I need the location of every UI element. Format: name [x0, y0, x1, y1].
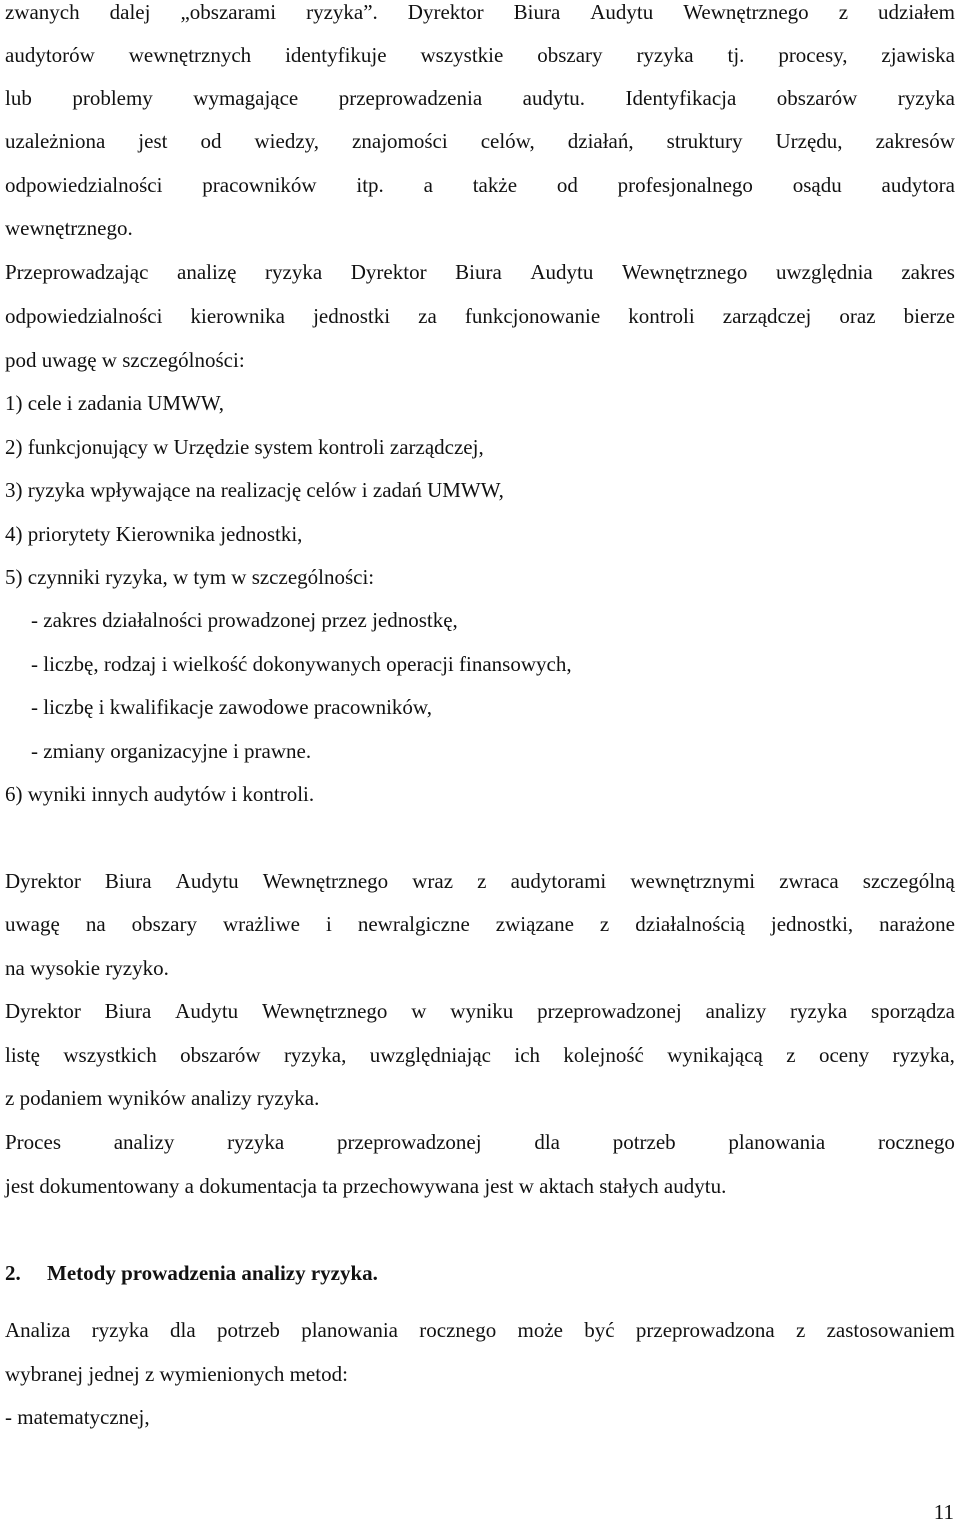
word: wszystkich: [63, 1043, 157, 1067]
word: Identyfikacja: [625, 86, 737, 110]
word: narażone: [879, 912, 955, 936]
word: wraz: [412, 869, 454, 893]
word: związane: [495, 912, 574, 936]
word: szczególną: [862, 869, 955, 893]
word: udziałem: [878, 0, 955, 24]
word: a: [423, 173, 433, 197]
list-item: 6) wyniki innych audytów i kontroli.: [5, 782, 315, 806]
list-item: 2) funkcjonujący w Urzędzie system kontroli zarządczej,: [5, 435, 484, 459]
para1-line-4: [5, 129, 955, 153]
word: ryzyka: [91, 1318, 149, 1342]
word: ryzyka”.: [306, 0, 378, 24]
word: jest: [138, 129, 168, 153]
para2-line-1: [5, 260, 955, 284]
word: potrzeb: [612, 1130, 676, 1154]
word: dla: [534, 1130, 560, 1154]
word: problemy: [72, 86, 153, 110]
word: uwzględniając: [369, 1043, 491, 1067]
word: od: [556, 173, 578, 197]
word: jednostki,: [770, 912, 854, 936]
word: obszary: [131, 912, 197, 936]
word: listę: [5, 1043, 40, 1067]
word: Analiza: [5, 1318, 71, 1342]
word: Dyrektor: [350, 260, 427, 284]
word: Dyrektor: [5, 869, 81, 893]
word: oraz: [839, 304, 876, 328]
word: audytorami: [510, 869, 607, 893]
word: newralgiczne: [357, 912, 470, 936]
word: zastosowaniem: [826, 1318, 955, 1342]
word: tj.: [727, 43, 745, 67]
para2-line-3: pod uwagę w szczególności:: [5, 348, 245, 372]
word: Audytu: [590, 0, 654, 24]
word: z: [599, 912, 610, 936]
word: Wewnętrznego: [262, 869, 389, 893]
list-item: 5) czynniki ryzyka, w tym w szczególności:: [5, 565, 375, 589]
word: Audytu: [175, 869, 239, 893]
word: działalnością: [635, 912, 745, 936]
word: ryzyka: [790, 999, 848, 1023]
word: ryzyka: [265, 260, 323, 284]
section-heading-title: Metody prowadzenia analizy ryzyka.: [47, 1261, 378, 1285]
sublist-item: - liczbę, rodzaj i wielkość dokonywanych operacji finansowych,: [31, 652, 572, 676]
word: identyfikuje: [285, 43, 387, 67]
word: wrażliwe: [223, 912, 300, 936]
word: wewnętrznymi: [630, 869, 756, 893]
word: Biura: [104, 869, 152, 893]
word: rocznego: [419, 1318, 497, 1342]
word: ryzyka: [227, 1130, 285, 1154]
word: zarządczej: [722, 304, 812, 328]
word: zwanych: [5, 0, 80, 24]
word: oceny: [818, 1043, 870, 1067]
word: ryzyka: [636, 43, 694, 67]
para6-line-3: - matematycznej,: [5, 1405, 150, 1429]
page-number: 11: [933, 1500, 954, 1524]
word: audytorów: [5, 43, 95, 67]
word: Proces: [5, 1130, 61, 1154]
para4-line-1: [5, 999, 955, 1023]
word: profesjonalnego: [617, 173, 753, 197]
word: wszystkie: [420, 43, 504, 67]
word: ich: [514, 1043, 541, 1067]
word: od: [200, 129, 222, 153]
word: ryzyka,: [892, 1043, 955, 1067]
word: kontroli: [628, 304, 695, 328]
word: analizy: [705, 999, 767, 1023]
word: „obszarami: [180, 0, 277, 24]
word: za: [418, 304, 437, 328]
word: w: [411, 999, 427, 1023]
word: Biura: [104, 999, 152, 1023]
word: potrzeb: [216, 1318, 280, 1342]
word: dalej: [109, 0, 151, 24]
word: wewnętrznych: [128, 43, 252, 67]
word: wynikającą: [667, 1043, 763, 1067]
word: Audytu: [175, 999, 239, 1023]
word: odpowiedzialności: [5, 304, 163, 328]
word: może: [517, 1318, 564, 1342]
word: obszary: [537, 43, 603, 67]
sublist-item: - zmiany organizacyjne i prawne.: [31, 739, 312, 763]
word: procesy,: [778, 43, 848, 67]
word: znajomości: [352, 129, 448, 153]
word: ryzyka: [897, 86, 955, 110]
para1-line-6: wewnętrznego.: [5, 216, 133, 240]
para1-line-1: [5, 0, 955, 24]
section-heading: [5, 1261, 378, 1285]
word: przeprowadzona: [635, 1318, 775, 1342]
word: uwagę: [5, 912, 60, 936]
word: i: [325, 912, 332, 936]
word: Urzędu,: [775, 129, 843, 153]
word: audytora: [881, 173, 955, 197]
para1-line-3: [5, 86, 955, 110]
word: dla: [170, 1318, 196, 1342]
word: Biura: [455, 260, 502, 284]
para4-line-2: [5, 1043, 955, 1067]
word: osądu: [792, 173, 842, 197]
para3-line-3: na wysokie ryzyko.: [5, 956, 169, 980]
word: odpowiedzialności: [5, 173, 163, 197]
word: Przeprowadzając: [5, 260, 149, 284]
list-item: 3) ryzyka wpływające na realizację celów i zadań UMWW,: [5, 478, 504, 502]
word: przeprowadzenia: [338, 86, 483, 110]
word: z: [786, 1043, 796, 1067]
para3-line-1: [5, 869, 955, 893]
word: Audytu: [530, 260, 594, 284]
word: sporządza: [871, 999, 955, 1023]
para1-line-5: [5, 173, 955, 197]
word: przeprowadzonej: [537, 999, 682, 1023]
word: uwzględnia: [775, 260, 873, 284]
word: pracowników: [202, 173, 317, 197]
word: analizy: [113, 1130, 175, 1154]
word: kolejność: [563, 1043, 644, 1067]
word: bierze: [903, 304, 955, 328]
para6-line-1: [5, 1318, 955, 1342]
para4-line-3: z podaniem wyników analizy ryzyka.: [5, 1086, 320, 1110]
word: wymagające: [193, 86, 299, 110]
word: Dyrektor: [407, 0, 484, 24]
para3-line-2: [5, 912, 955, 936]
list-item: 4) priorytety Kierownika jednostki,: [5, 522, 303, 546]
para6-line-2: wybranej jednej z wymienionych metod:: [5, 1362, 348, 1386]
sublist-item: - liczbę i kwalifikacje zawodowe pracowników,: [31, 695, 432, 719]
word: analizę: [177, 260, 237, 284]
word: z: [795, 1318, 806, 1342]
word: celów,: [480, 129, 535, 153]
word: obszarów: [180, 1043, 261, 1067]
word: Dyrektor: [5, 999, 81, 1023]
word: kierownika: [190, 304, 286, 328]
word: planowania: [301, 1318, 398, 1342]
para5-line-1: [5, 1130, 955, 1154]
word: rocznego: [877, 1130, 955, 1154]
word: wyniku: [450, 999, 514, 1023]
word: uzależniona: [5, 129, 106, 153]
word: być: [584, 1318, 615, 1342]
word: lub: [5, 86, 32, 110]
word: także: [472, 173, 518, 197]
word: zakres: [901, 260, 955, 284]
word: planowania: [728, 1130, 826, 1154]
para1-line-2: [5, 43, 955, 67]
word: przeprowadzonej: [336, 1130, 482, 1154]
word: struktury: [666, 129, 743, 153]
word: ryzyka,: [283, 1043, 347, 1067]
word: zjawiska: [881, 43, 955, 67]
word: zakresów: [875, 129, 955, 153]
word: audytu.: [522, 86, 586, 110]
word: Wewnętrznego: [262, 999, 388, 1023]
word: funkcjonowanie: [464, 304, 601, 328]
sublist-item: - zakres działalności prowadzonej przez jednostkę,: [31, 608, 458, 632]
word: działań,: [567, 129, 634, 153]
word: jednostki: [313, 304, 391, 328]
word: Wewnętrznego: [621, 260, 748, 284]
word: itp.: [356, 173, 384, 197]
word: z: [477, 869, 487, 893]
word: Biura: [513, 0, 561, 24]
list-item: 1) cele i zadania UMWW,: [5, 391, 225, 415]
word: wiedzy,: [254, 129, 320, 153]
para5-line-2: jest dokumentowany a dokumentacja ta przechowywana jest w aktach stałych audytu.: [5, 1174, 727, 1198]
word: Wewnętrznego: [683, 0, 809, 24]
word: obszarów: [776, 86, 858, 110]
para2-line-2: [5, 304, 955, 328]
section-heading-number: 2.: [5, 1261, 21, 1285]
word: zwraca: [779, 869, 839, 893]
word: na: [85, 912, 106, 936]
word: z: [838, 0, 849, 24]
